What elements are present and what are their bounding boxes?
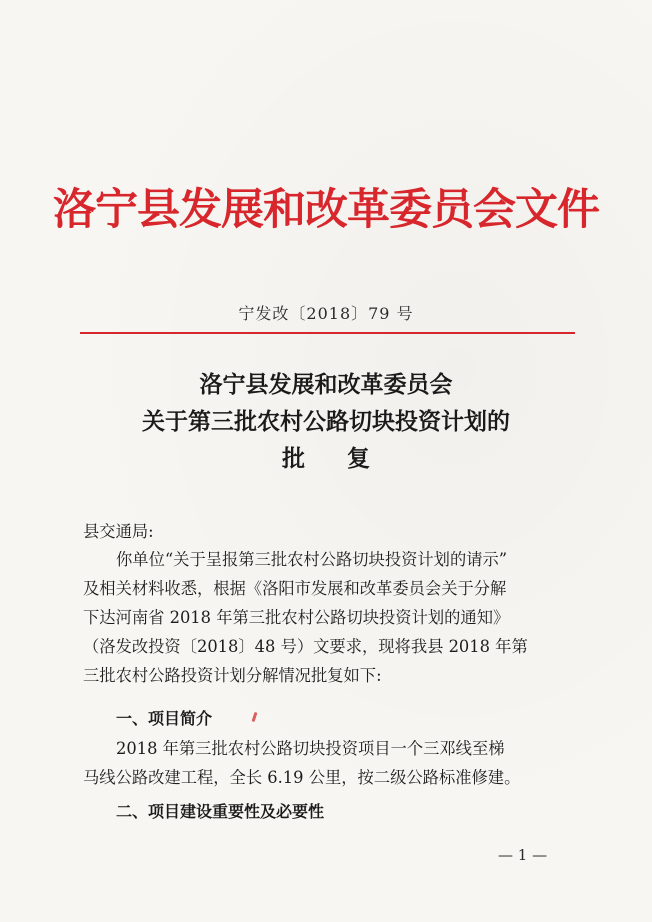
ink-mark	[252, 712, 258, 722]
title-line-1: 洛宁县发展和改革委员会	[199, 372, 453, 398]
paragraph-1-line-3: 下达河南省 2018 年第三批农村公路切块投资计划的通知》	[83, 608, 510, 627]
paragraph-2-line-2: 马线公路改建工程，全长 6.19 公里，按二级公路标准修建。	[83, 768, 521, 787]
section-1-heading: 一、项目简介	[116, 709, 213, 728]
title-line-2: 关于第三批农村公路切块投资计划的	[142, 409, 510, 435]
document-number: 宁发改〔2018〕79 号	[238, 304, 414, 323]
page-number: — 1 —	[498, 846, 548, 864]
paragraph-1-line-4: （洛发改投资〔2018〕48 号）文要求，现将我县 2018 年第	[83, 637, 528, 656]
section-2-heading: 二、项目建设重要性及必要性	[116, 802, 325, 821]
addressee: 县交通局:	[83, 522, 154, 541]
paragraph-2	[83, 734, 583, 792]
paragraph-1-line-1: 你单位“关于呈报第三批农村公路切块投资计划的请示”	[116, 550, 508, 569]
red-divider-line	[80, 332, 575, 334]
paragraph-2-line-1: 2018 年第三批农村公路切块投资项目一个三邓线至梯	[116, 739, 505, 758]
document-masthead: 洛宁县发展和改革委员会文件	[53, 185, 599, 235]
title-line-3: 批复	[282, 446, 412, 472]
paragraph-1	[83, 545, 583, 690]
paragraph-1-line-2: 及相关材料收悉，根据《洛阳市发展和改革委员会关于分解	[83, 579, 507, 598]
paragraph-1-line-5: 三批农村公路投资计划分解情况批复如下:	[83, 666, 382, 685]
